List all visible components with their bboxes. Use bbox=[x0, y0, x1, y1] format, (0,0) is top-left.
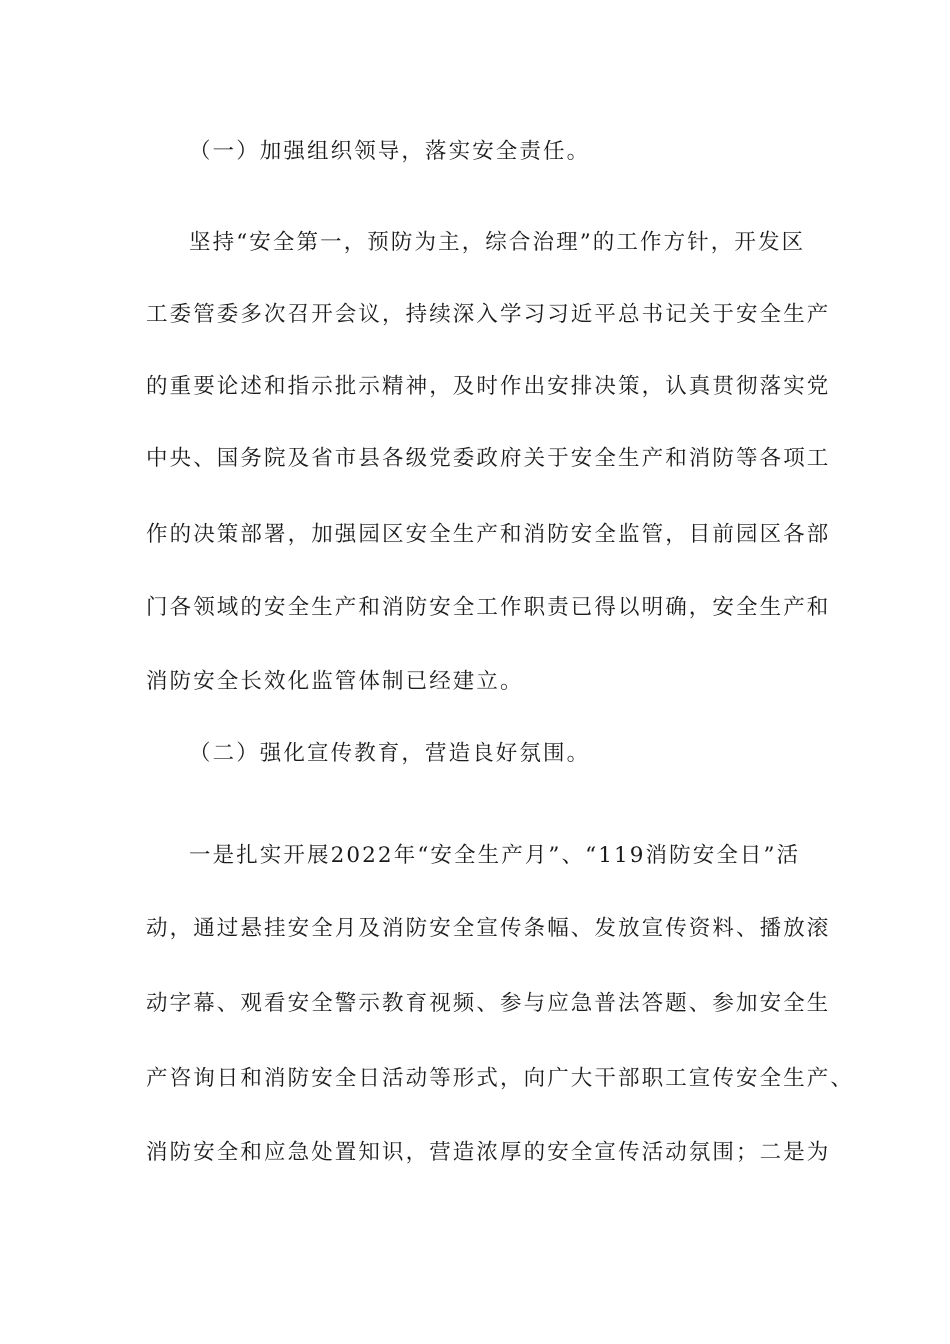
paragraph-line: 消防安全和应急处置知识，营造浓厚的安全宣传活动氛围；二是为 bbox=[146, 1140, 831, 1165]
section-heading-1: （一）加强组织领导，落实安全责任。 bbox=[189, 139, 591, 164]
paragraph-line: 中央、国务院及省市县各级党委政府关于安全生产和消防等各项工 bbox=[146, 446, 831, 471]
paragraph-line: 的重要论述和指示批示精神，及时作出安排决策，认真贯彻落实党 bbox=[146, 374, 831, 399]
section-heading-2: （二）强化宣传教育，营造良好氛围。 bbox=[189, 741, 591, 766]
paragraph-line: 动字幕、观看安全警示教育视频、参与应急普法答题、参加安全生 bbox=[146, 991, 831, 1016]
paragraph-line: 坚持“安全第一，预防为主，综合治理”的工作方针，开发区 bbox=[189, 230, 806, 255]
paragraph-line: 门各领域的安全生产和消防安全工作职责已得以明确，安全生产和 bbox=[146, 595, 831, 620]
paragraph-line: 作的决策部署，加强园区安全生产和消防安全监管，目前园区各部 bbox=[146, 522, 831, 547]
paragraph-line: 一是扎实开展2022年“安全生产月”、“119消防安全日”活 bbox=[189, 843, 801, 868]
paragraph-line: 产咨询日和消防安全日活动等形式，向广大干部职工宣传安全生产、 bbox=[146, 1066, 855, 1091]
paragraph-line: 消防安全长效化监管体制已经建立。 bbox=[146, 669, 524, 694]
paragraph-line: 动，通过悬挂安全月及消防安全宣传条幅、发放宣传资料、播放滚 bbox=[146, 916, 831, 941]
paragraph-line: 工委管委多次召开会议，持续深入学习习近平总书记关于安全生产 bbox=[146, 302, 831, 327]
